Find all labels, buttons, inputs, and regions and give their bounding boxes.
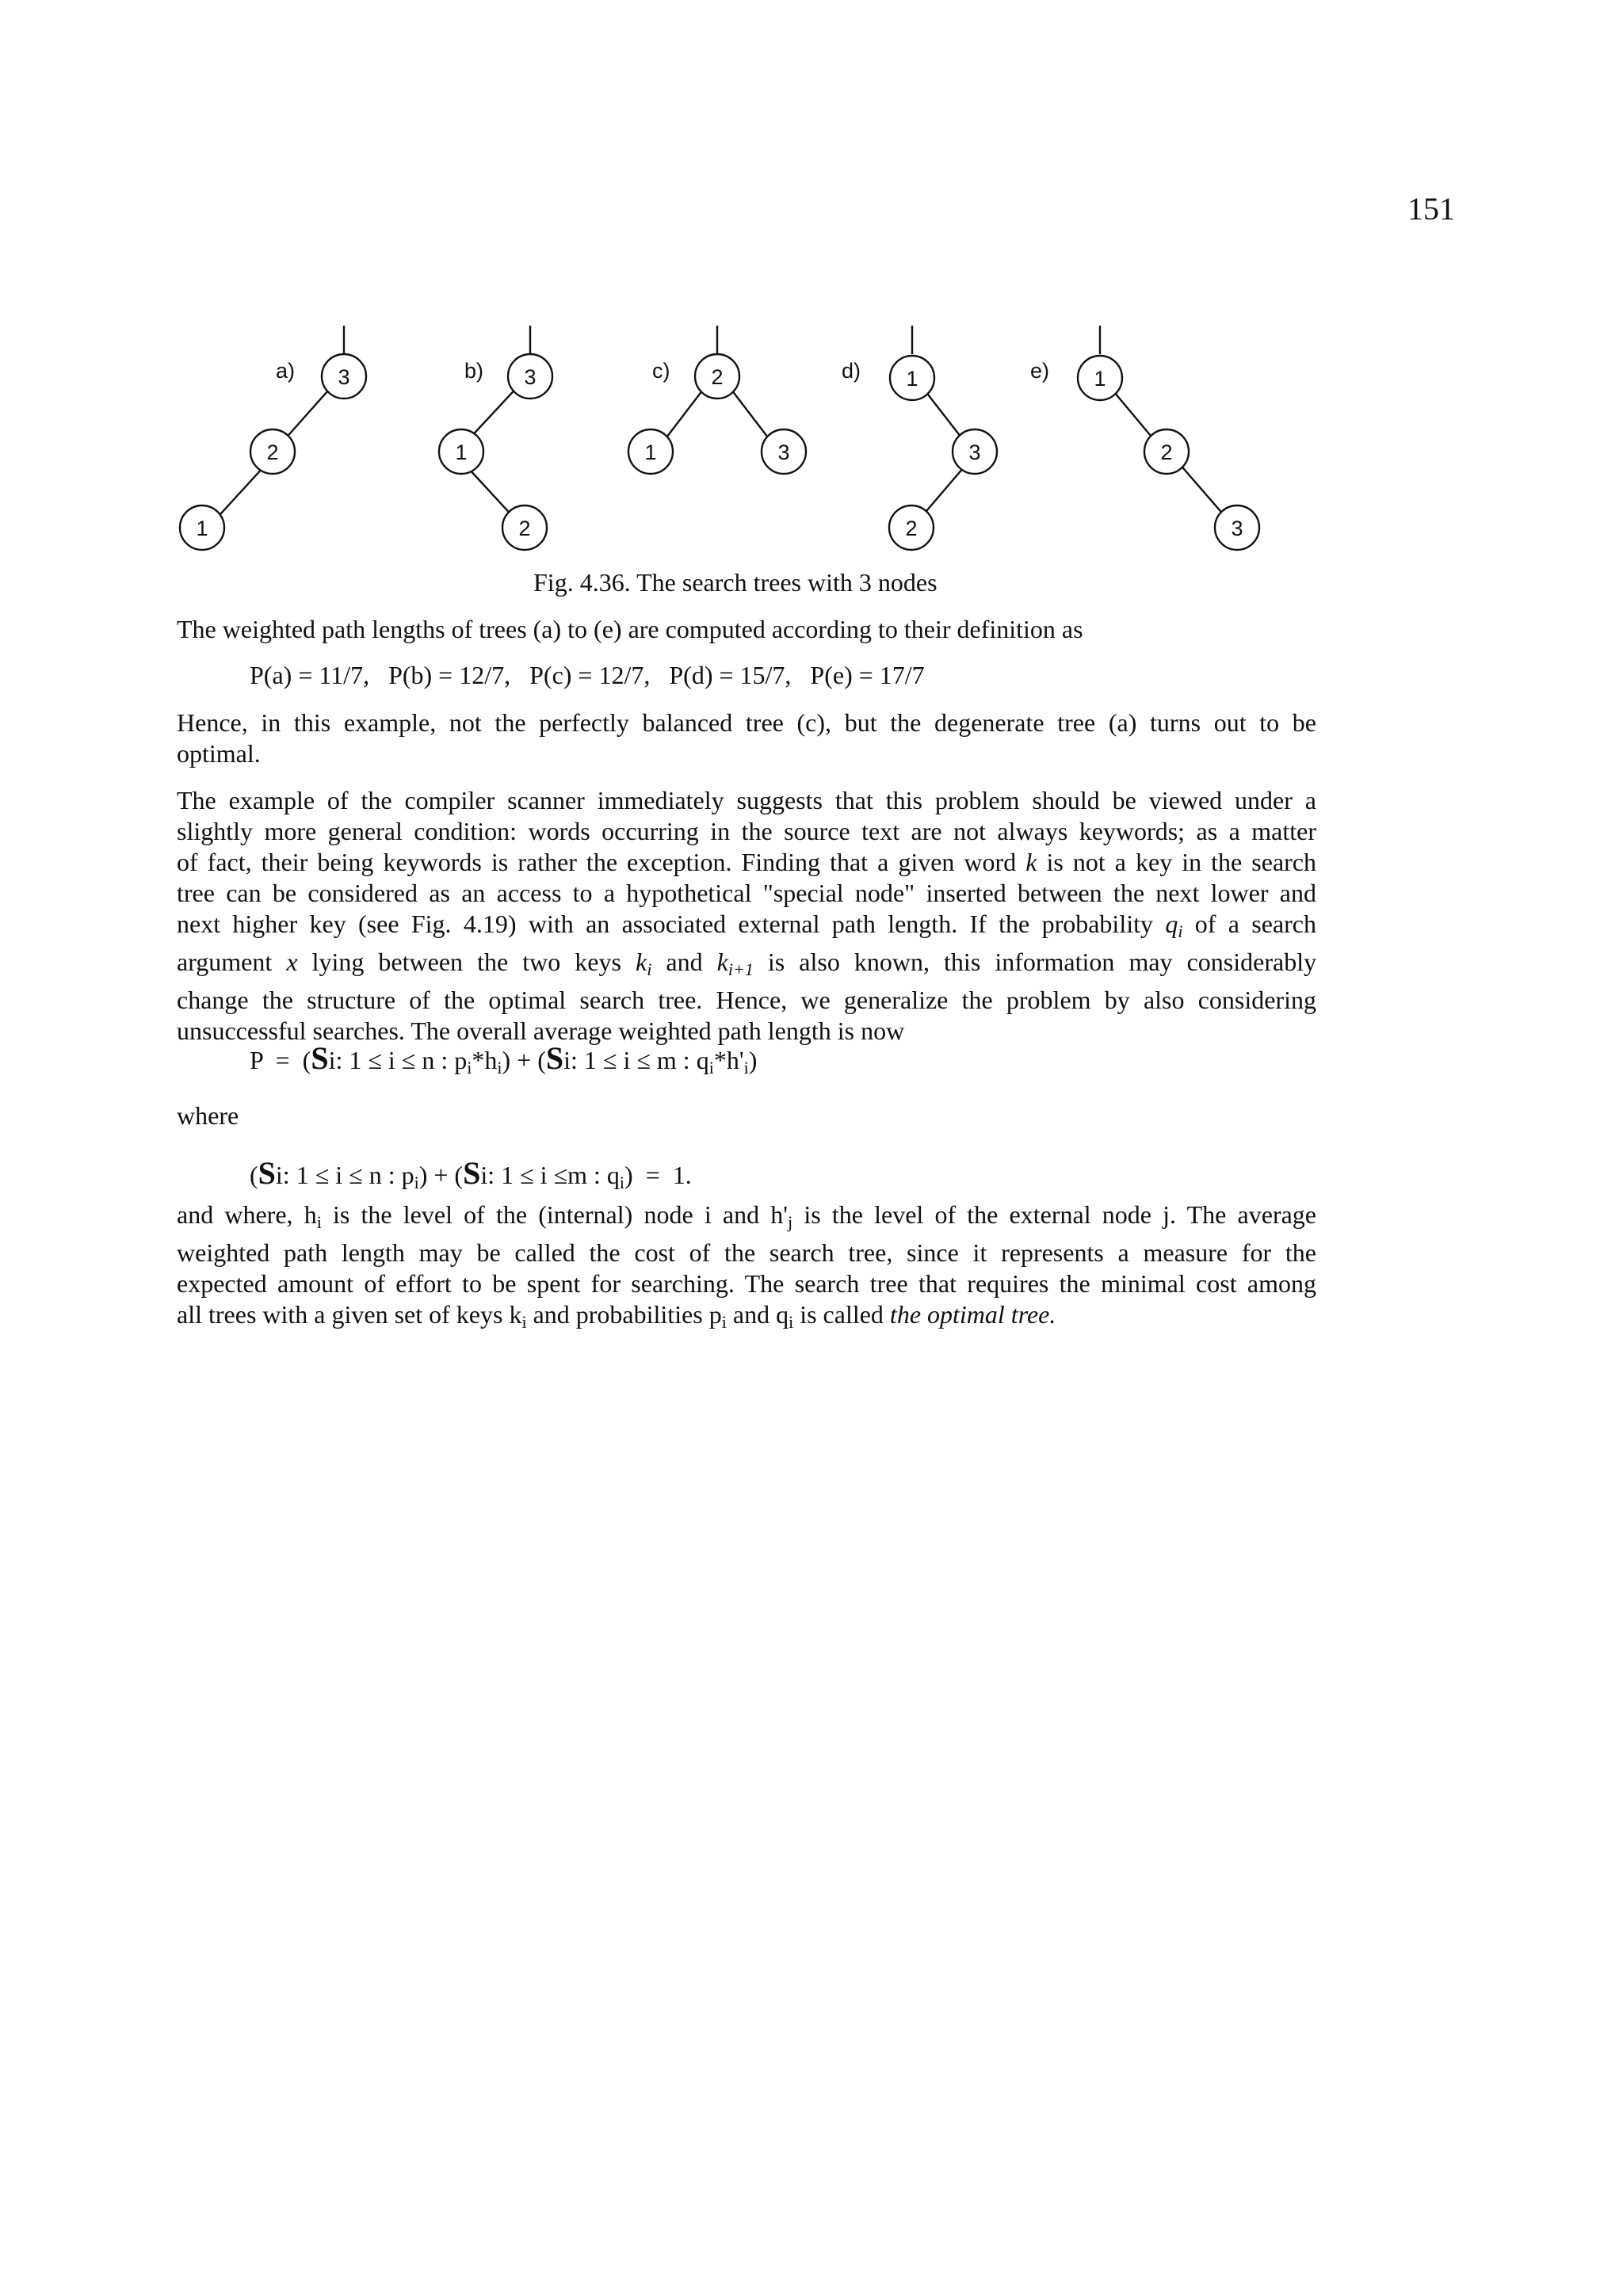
sub-i: i	[743, 1058, 749, 1077]
tree-b-edge-1	[468, 383, 521, 441]
var-k: k	[1025, 848, 1037, 876]
sub-i: i	[647, 959, 652, 979]
paragraph-line: The example of the compiler scanner immediately suggests that this problem should be viewed under a	[177, 786, 1316, 814]
sub-i: i	[414, 1173, 419, 1192]
paragraph-line	[177, 947, 1316, 985]
paragraph-hence-line: optimal.	[177, 739, 261, 768]
paragraph-hence	[177, 707, 1316, 769]
paragraph-line: expected amount of effort to be spent for searching. The search tree that requires the minimal cost among	[177, 1269, 1316, 1298]
text-run: of fact, their being keywords is rather the exception. Finding that a given word	[177, 848, 1017, 876]
tree-a-node-leaf-label: 1	[196, 517, 208, 540]
formula-text: i: 1 ≤ i ≤ n : p	[275, 1161, 414, 1189]
text-run: next higher key (see Fig. 4.19) with an associated external path length. If the probability	[177, 910, 1153, 938]
text-run: all trees with a given set of keys k	[177, 1300, 522, 1329]
formula-text: i: 1 ≤ i ≤m : q	[480, 1161, 620, 1189]
text-run: is the level of the external node j. The average	[804, 1200, 1317, 1229]
sub-i: i	[1178, 921, 1183, 941]
paragraph-hence-line: Hence, in this example, not the perfectly balanced tree (c), but the degenerate tree (a) turns out to be	[177, 708, 1316, 737]
tree-a-node-mid-label: 2	[266, 441, 279, 464]
tree-e-label: e)	[1030, 359, 1050, 383]
sub-i: i	[721, 1312, 727, 1332]
tree-c-node-right-label: 3	[777, 441, 790, 464]
var-q: q	[1165, 910, 1178, 938]
sub-i: i	[708, 1058, 714, 1077]
tree-d-edge-2	[922, 467, 964, 517]
text-run: is called	[800, 1300, 884, 1329]
formula-text: ) + (	[502, 1046, 546, 1074]
text-run: of a search	[1194, 910, 1317, 938]
tree-e	[1030, 326, 1259, 550]
figure-search-trees	[166, 325, 1300, 563]
tree-d-node-mid-label: 3	[968, 441, 981, 464]
paragraph-line: weighted path length may be called the cost of the search tree, since it represents a measure for the	[177, 1238, 1316, 1267]
tree-d	[842, 326, 997, 550]
sigma-symbol: S	[311, 1040, 329, 1076]
sub-i: i	[497, 1058, 502, 1077]
paragraph-line	[177, 1199, 1316, 1238]
text-run: is also known, this information may considerably	[767, 948, 1317, 976]
tree-c	[628, 326, 806, 474]
tree-b-label: b)	[464, 359, 484, 383]
text-run: and where, h	[177, 1200, 317, 1229]
figure-caption: Fig. 4.36. The search trees with 3 nodes	[533, 568, 938, 597]
text-run: is not a key in the search	[1046, 848, 1317, 876]
tree-b-node-root-label: 3	[524, 365, 537, 389]
var-k: k	[716, 948, 728, 976]
tree-b-node-mid-label: 1	[455, 441, 468, 464]
tree-c-edge-right	[729, 387, 770, 441]
tree-a	[180, 326, 366, 550]
tree-d-node-root-label: 1	[906, 367, 918, 391]
tree-b-edge-2	[468, 467, 515, 519]
var-x: x	[286, 948, 298, 976]
text-run: lying between the two keys	[311, 948, 621, 976]
tree-d-edge-1	[922, 387, 964, 441]
formula-text: (	[250, 1161, 258, 1189]
formula-text: i: 1 ≤ i ≤ m : q	[563, 1046, 709, 1074]
paragraph-compiler-scanner	[177, 785, 1316, 1047]
tree-d-node-leaf-label: 2	[905, 517, 918, 540]
tree-e-edge-1	[1110, 387, 1155, 441]
text-run: is the level of the (internal) node i and h'	[333, 1200, 789, 1229]
sub-i-plus-1: i+1	[727, 959, 754, 979]
sigma-symbol: S	[545, 1040, 564, 1076]
formula-text: ) = 1.	[624, 1161, 692, 1189]
formula-text: *h'	[713, 1046, 744, 1074]
formula-text: *h	[472, 1046, 498, 1074]
search-trees-diagram	[166, 325, 1300, 563]
paragraph-line: change the structure of the optimal search tree. Hence, we generalize the problem by also considering	[177, 986, 1316, 1014]
var-k: k	[636, 948, 647, 976]
paragraph-and-where	[177, 1199, 1316, 1337]
sub-i: i	[316, 1212, 322, 1232]
sub-i: i	[521, 1312, 527, 1332]
tree-c-node-left-label: 1	[644, 441, 657, 464]
cost-formula	[250, 1039, 757, 1078]
paragraph-line: tree can be considered as an access to a hypothetical "special node" inserted between the next lower and	[177, 879, 1316, 907]
text-run: and q	[732, 1300, 789, 1329]
paragraph-line	[177, 847, 1316, 878]
sigma-symbol: S	[463, 1155, 481, 1191]
page-number: 151	[1407, 191, 1455, 227]
tree-e-node-mid-label: 2	[1160, 441, 1173, 464]
paragraph-line: slightly more general condition: words occurring in the source text are not always keywords; as a matter	[177, 817, 1316, 845]
formula-text: P = (	[250, 1046, 311, 1074]
tree-e-node-leaf-label: 3	[1231, 517, 1243, 540]
text-run: argument	[177, 948, 273, 976]
emphasis-optimal-tree: the optimal tree.	[889, 1300, 1056, 1329]
tree-c-label: c)	[652, 359, 670, 383]
probability-sum-formula	[250, 1154, 692, 1193]
formula-text: )	[748, 1046, 758, 1074]
sub-i: i	[619, 1173, 625, 1192]
where-label: where	[177, 1101, 239, 1130]
formula-text: i: 1 ≤ i ≤ n : p	[328, 1046, 468, 1074]
tree-b-node-leaf-label: 2	[518, 517, 531, 540]
tree-b	[439, 326, 552, 550]
tree-e-edge-2	[1178, 463, 1225, 517]
text-run: and probabilities p	[533, 1300, 722, 1329]
formula-text: ) + (	[418, 1161, 464, 1189]
tree-d-label: d)	[842, 359, 861, 383]
tree-a-label: a)	[276, 359, 296, 383]
paragraph-line	[177, 1299, 1316, 1337]
weights-formula: P(a) = 11/7, P(b) = 12/7, P(c) = 12/7, P(d) = 15/7, P(e) = 17/7	[250, 661, 925, 689]
paragraph-weighted-lengths: The weighted path lengths of trees (a) to (e) are computed according to their definition as	[177, 615, 1083, 643]
paragraph-line	[177, 909, 1316, 947]
paragraph-line: unsuccessful searches. The overall average weighted path length is now	[177, 1016, 905, 1045]
sub-i: i	[467, 1058, 472, 1077]
sigma-symbol: S	[258, 1155, 276, 1191]
tree-a-node-root-label: 3	[338, 365, 350, 389]
text-run: and	[666, 948, 703, 976]
sub-j: j	[788, 1212, 793, 1232]
sub-i: i	[789, 1312, 794, 1332]
tree-e-node-root-label: 1	[1094, 367, 1106, 391]
tree-c-edge-left	[664, 387, 705, 441]
tree-c-node-root-label: 2	[711, 365, 724, 389]
tree-a-edge-1	[284, 383, 334, 441]
